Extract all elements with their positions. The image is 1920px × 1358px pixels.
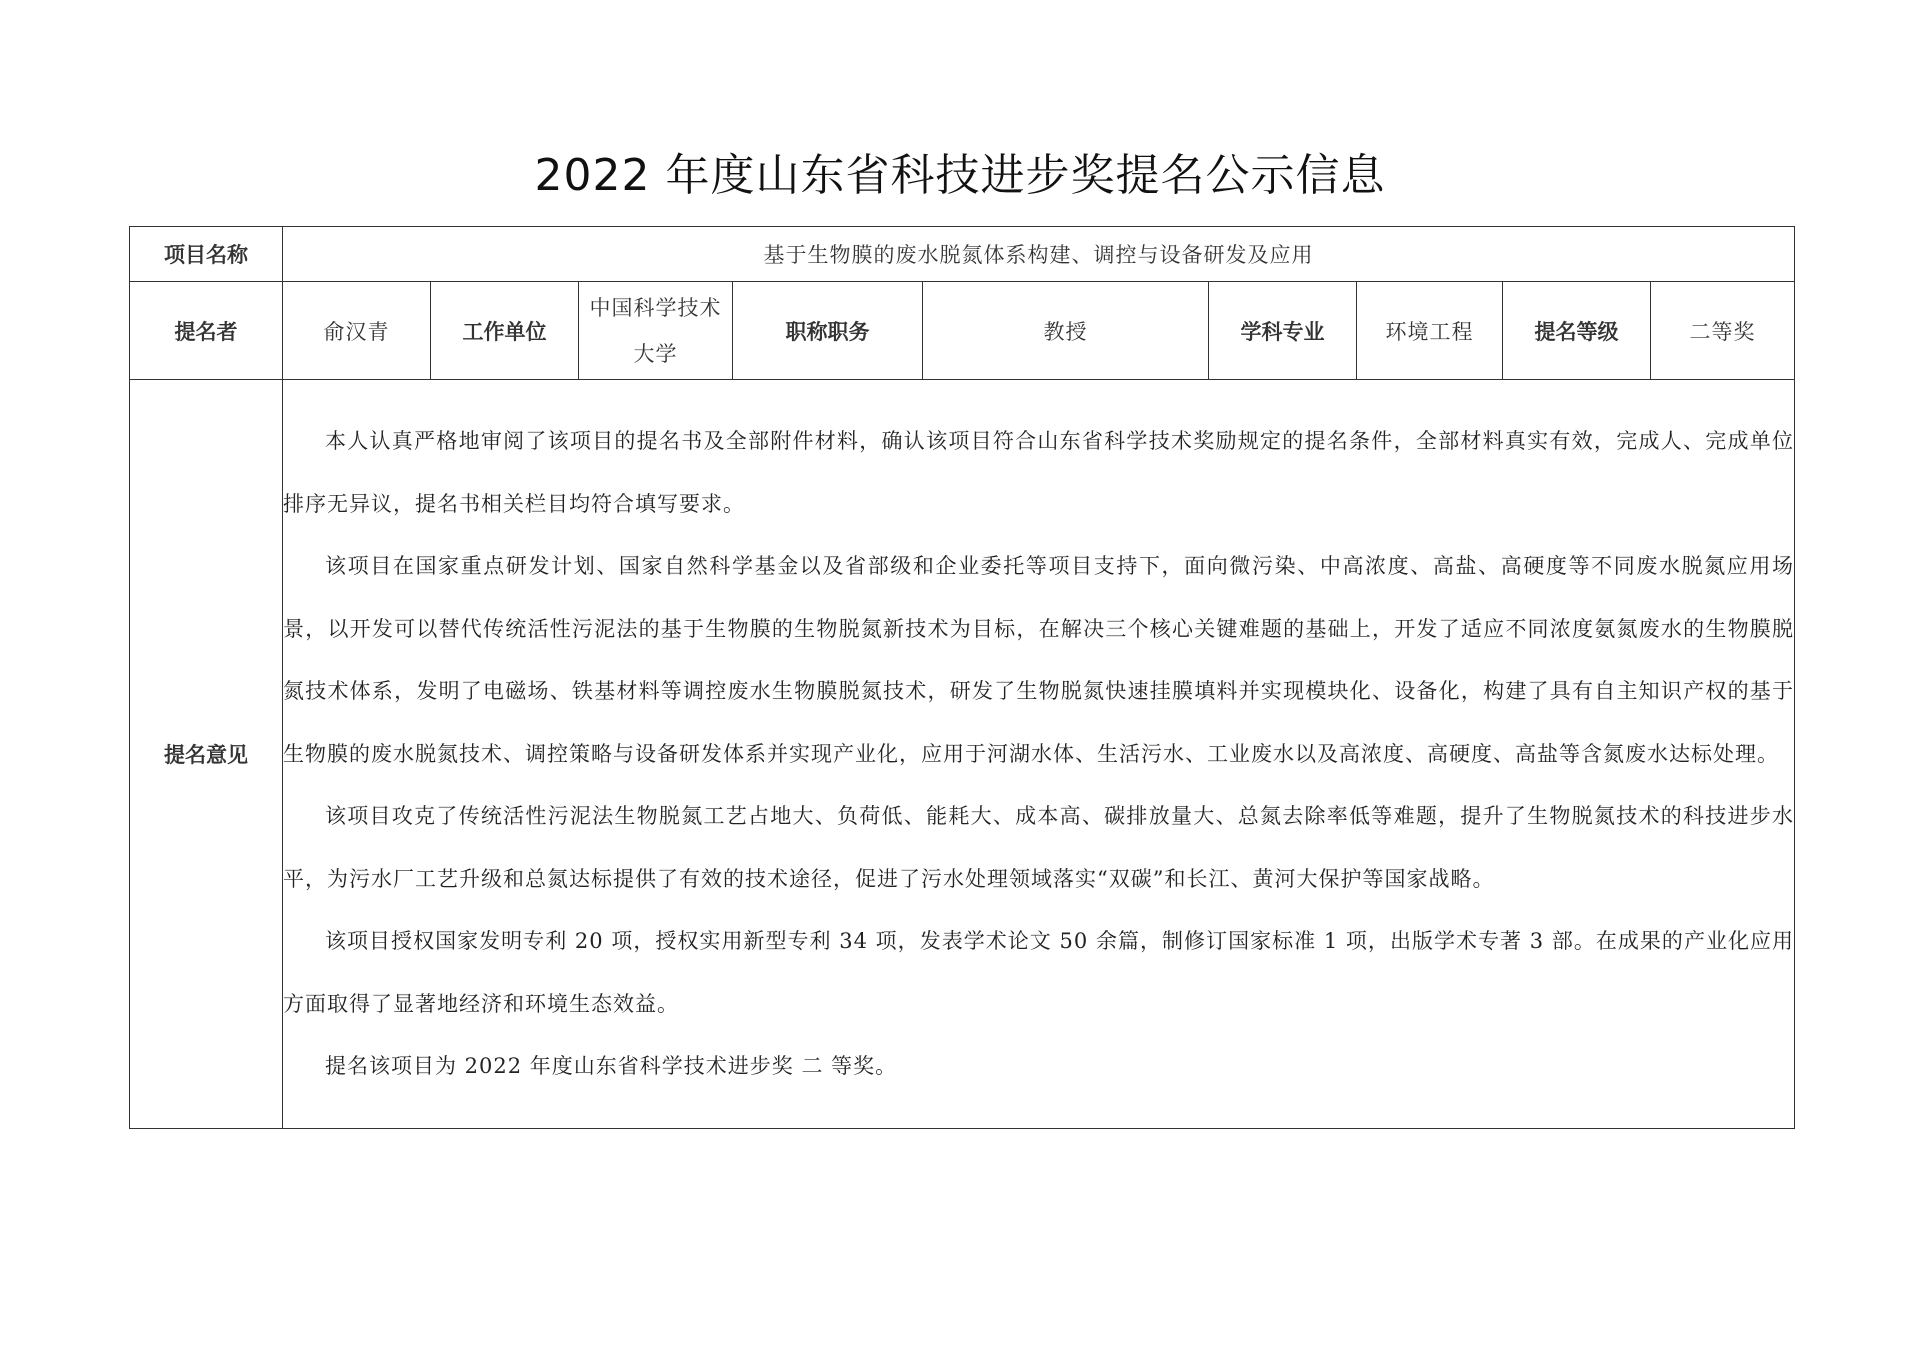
nominator-value: 俞汉青 [283, 282, 431, 380]
work-unit-label: 工作单位 [431, 282, 579, 380]
discipline-value: 环境工程 [1357, 282, 1503, 380]
project-name-label: 项目名称 [130, 227, 283, 282]
project-name-row [130, 227, 1795, 282]
job-title-value: 教授 [923, 282, 1209, 380]
work-unit-value: 中国科学技术大学 [589, 295, 722, 366]
opinion-paragraph: 该项目授权国家发明专利 20 项，授权实用新型专利 34 项，发表学术论文 50 余篇，制修订国家标准 1 项，出版学术专著 3 部。在成果的产业化应用方面取得了显著地经济和环境生态效益。 [283, 929, 1795, 1016]
opinion-label: 提名意见 [130, 380, 283, 1129]
nominator-row [130, 282, 1795, 380]
nominator-label: 提名者 [130, 282, 283, 380]
opinion-row [130, 380, 1795, 1129]
opinion-paragraph: 提名该项目为 2022 年度山东省科学技术进步奖 二 等奖。 [325, 1054, 898, 1079]
opinion-paragraph: 该项目攻克了传统活性污泥法生物脱氮工艺占地大、负荷低、能耗大、成本高、碳排放量大、总氮去除率低等难题，提升了生物脱氮技术的科技进步水平，为污水厂工艺升级和总氮达标提供了有效的技术途径，促进了污水处理领域落实“双碳”和长江、黄河大保护等国家战略。 [283, 804, 1795, 891]
opinion-paragraph: 本人认真严格地审阅了该项目的提名书及全部附件材料，确认该项目符合山东省科学技术奖励规定的提名条件，全部材料真实有效，完成人、完成单位排序无异议，提名书相关栏目均符合填写要求。 [283, 429, 1795, 516]
opinion-body [283, 380, 1795, 1129]
nomination-grade-label: 提名等级 [1503, 282, 1651, 380]
job-title-label: 职称职务 [733, 282, 923, 380]
page-title: 2022 年度山东省科技进步奖提名公示信息 [534, 150, 1386, 201]
nomination-table [129, 226, 1795, 1129]
opinion-paragraph: 该项目在国家重点研发计划、国家自然科学基金以及省部级和企业委托等项目支持下，面向微污染、中高浓度、高盐、高硬度等不同废水脱氮应用场景，以开发可以替代传统活性污泥法的基于生物膜的生物脱氮新技术为目标，在解决三个核心关键难题的基础上，开发了适应不同浓度氨氮废水的生物膜脱氮技术体系，发明了电磁场、铁基材料等调控废水生物膜脱氮技术，研发了生物脱氮快速挂膜填料并实现模块化、设备化，构建了具有自主知识产权的基于生物膜的废水脱氮技术、调控策略与设备研发体系并实现产业化，应用于河湖水体、生活污水、工业废水以及高浓度、高硬度、高盐等含氮废水达标处理。 [283, 554, 1795, 766]
work-unit-cell [579, 282, 733, 380]
nomination-grade-value: 二等奖 [1651, 282, 1795, 380]
project-name-value: 基于生物膜的废水脱氮体系构建、调控与设备研发及应用 [283, 227, 1795, 282]
discipline-label: 学科专业 [1209, 282, 1357, 380]
